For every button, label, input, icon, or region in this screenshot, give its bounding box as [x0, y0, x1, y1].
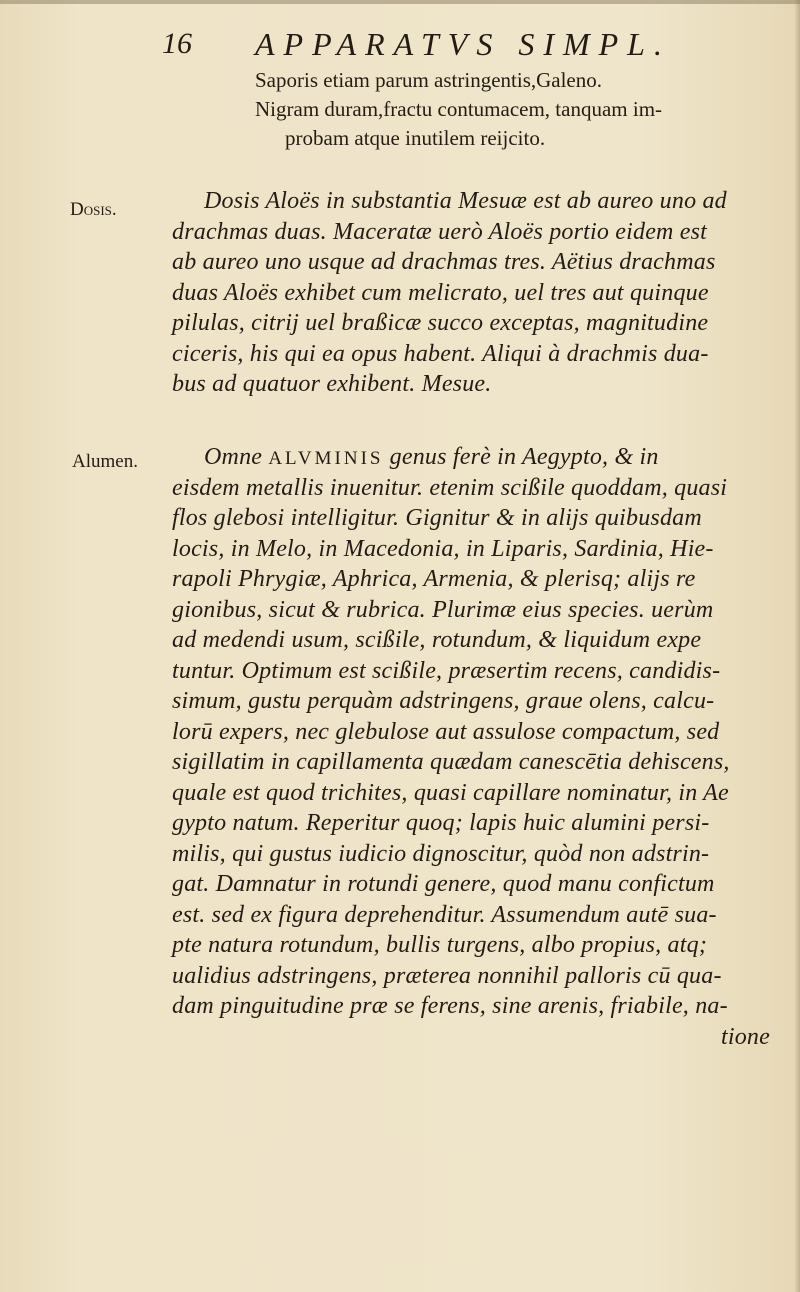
text-line: gypto natum. Reperitur quoq; lapis huic alumini persi- — [172, 810, 710, 836]
text-line: rapoli Phrygiæ, Aphrica, Armenia, & plerisq; alijs re — [172, 566, 696, 592]
text-line: simum, gustu perquàm adstringens, graue olens, calcu- — [172, 688, 715, 714]
text-line: gionibus, sicut & rubrica. Plurimæ eius species. uerùm — [172, 596, 714, 623]
intro-line: Nigram duram,fractu contumacem, tanquam im- — [255, 97, 663, 121]
text-line: locis, in Melo, in Macedonia, in Liparis, Sardinia, Hie- — [172, 535, 714, 562]
text-line-first — [172, 442, 792, 473]
text-line: Dosis Aloës in substantia Mesuæ est ab aureo uno ad — [204, 188, 727, 214]
catchword: tione — [721, 1023, 770, 1050]
page-number: 16 — [162, 27, 192, 60]
dosis-paragraph — [172, 186, 792, 400]
text-line: duas Aloës exhibet cum melicrato, uel tres aut quinque — [172, 279, 709, 306]
text-line: milis, qui gustus iudicio dignoscitur, quòd non adstrin- — [172, 840, 710, 867]
text-line: pte natura rotundum, bullis turgens, albo propius, atq; — [172, 932, 708, 958]
page-header — [160, 22, 780, 70]
text-line: ciceris, his qui ea opus habent. Aliqui à drachmis dua- — [172, 340, 709, 367]
text-line: tuntur. Optimum est scißile, præsertim recens, candidis- — [172, 657, 721, 684]
text-line: pilulas, citrij uel braßicæ succo exceptas, magnitudine — [172, 310, 709, 336]
page-edge-shadow — [794, 0, 800, 1292]
intro-paragraph — [255, 66, 795, 153]
text-line: ab aureo uno usque ad drachmas tres. Aëtius drachmas — [172, 249, 716, 275]
intro-line: probam atque inutilem reijcito. — [285, 126, 546, 150]
text-line: est. sed ex figura deprehenditur. Assumendum autē sua- — [172, 901, 717, 928]
text-line: flos glebosi intelligitur. Gignitur & in alijs quibusdam — [172, 505, 702, 531]
intro-line: Saporis etiam parum astringentis,Galeno. — [255, 68, 603, 92]
margin-note-dosis: Dosis. — [70, 199, 117, 220]
text-line: lorū expers, nec glebulose aut assulose compactum, sed — [172, 718, 720, 745]
text-line: bus ad quatuor exhibent. Mesue. — [172, 371, 492, 397]
text-line: eisdem metallis inuenitur. etenim scißile quoddam, quasi — [172, 474, 728, 501]
first-line-end: genus ferè in Aegypto, & in — [383, 444, 659, 470]
alumen-paragraph — [172, 442, 792, 1052]
text-line: dam pinguitudine præ se ferens, sine arenis, friabile, na- — [172, 993, 728, 1019]
text-line: sigillatim in capillamenta quædam canescētia dehiscens, — [172, 749, 730, 775]
running-head: APPARATVS SIMPL. — [255, 26, 671, 62]
top-rule — [0, 0, 800, 4]
text-line: drachmas duas. Maceratæ uerò Aloës portio eidem est — [172, 218, 708, 245]
text-line: quale est quod trichites, quasi capillare nominatur, in Ae — [172, 779, 729, 806]
text-line: ualidius adstringens, præterea nonnihil palloris cū qua- — [172, 962, 722, 989]
alumen-keyword: ALVMINIS — [268, 448, 384, 469]
first-line-start: Omne — [204, 444, 269, 470]
margin-note-alumen: Alumen. — [72, 451, 138, 472]
text-line: gat. Damnatur in rotundi genere, quod manu confictum — [172, 871, 715, 897]
text-line: ad medendi usum, scißile, rotundum, & liquidum expe — [172, 627, 702, 653]
